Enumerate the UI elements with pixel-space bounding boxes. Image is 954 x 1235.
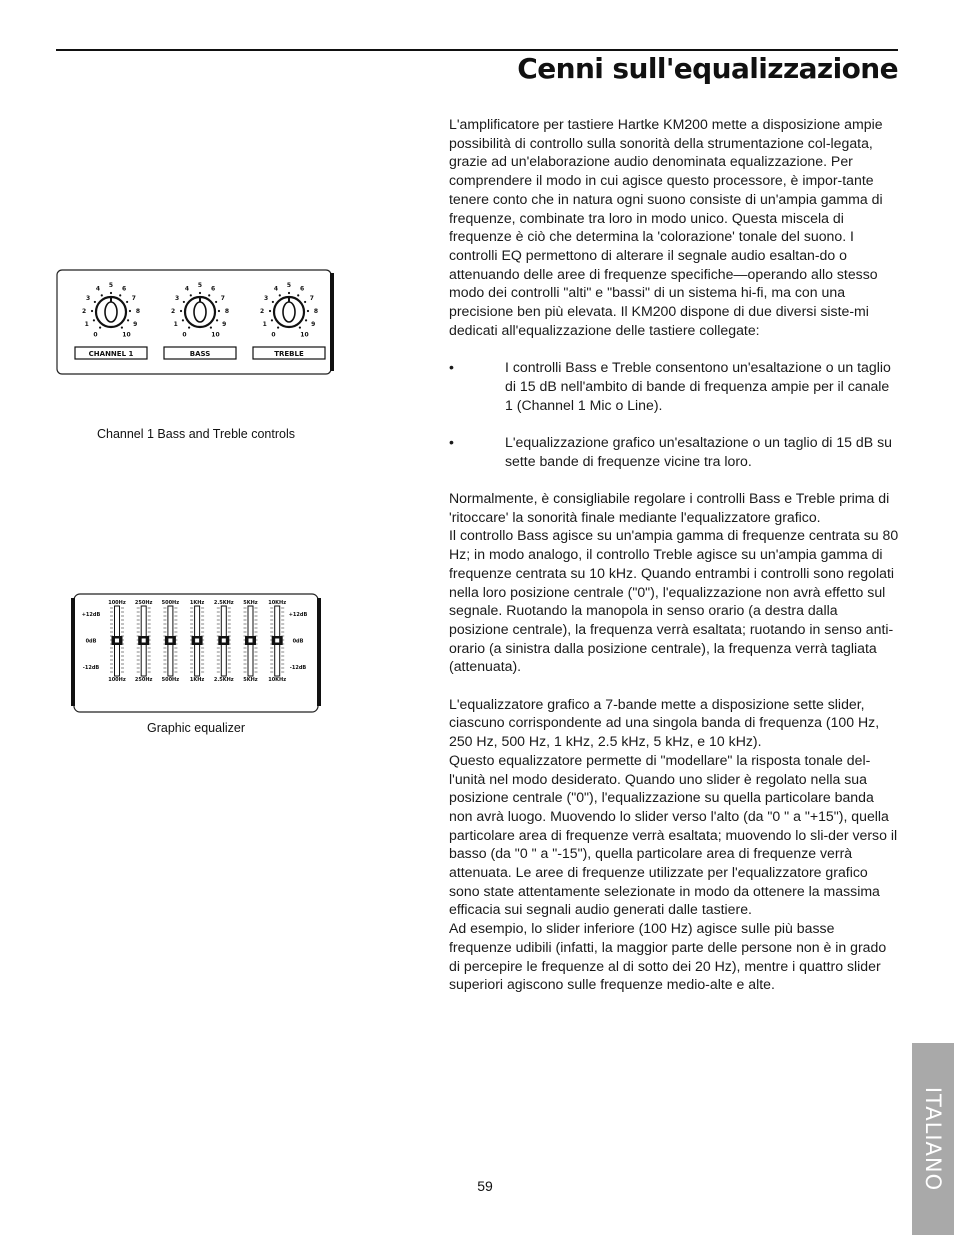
scale-label: 10 <box>122 331 131 339</box>
slider-knob-mark <box>222 639 226 643</box>
scale-dot <box>271 319 273 321</box>
paragraph: L'equalizzatore grafico a 7-bande mette a disposizione sette slider, ciascuno corrispondente ad una singola banda di frequenza (100 Hz, 250 Hz, 500 Hz, 1 kHz, 2.5 kHz, 5 kHz, e 10 kHz). <box>449 695 880 750</box>
slider-knob-mark <box>249 639 253 643</box>
scale-dot <box>208 294 210 296</box>
scale-mid-left: 0dB <box>85 638 97 645</box>
scale-dot <box>126 301 128 303</box>
band-label-top: 5KHz <box>243 600 258 606</box>
band-label-top: 100Hz <box>108 600 126 606</box>
paragraph: Ad esempio, lo slider inferiore (100 Hz) agisce sulle più basse frequenze udibili (infatti, la maggior parte delle persone non è in grado di percepire le frequenze al di sotto dei 20 Hz), mentre i quattro slider superiori agiscono sulle frequenze medio-alte e alte. <box>449 920 887 993</box>
scale-label: 8 <box>224 307 230 315</box>
knob-cap <box>194 302 206 322</box>
band-label-bottom: 10KHz <box>268 677 287 683</box>
scale-dot <box>305 319 307 321</box>
knob-panel-illustration <box>56 268 336 376</box>
scale-label: 3 <box>175 294 180 302</box>
slider-knob-mark <box>115 639 119 643</box>
bullet-mark: • <box>449 433 454 450</box>
scale-dot <box>215 301 217 303</box>
scale-label: 3 <box>86 294 91 302</box>
scale-dot <box>190 294 192 296</box>
scale-bottom-left: -12dB <box>82 665 100 671</box>
band-label-bottom: 2.5KHz <box>213 677 234 683</box>
band-label-top: 250Hz <box>134 600 153 606</box>
scale-label: 1 <box>173 321 178 329</box>
band-label-bottom: 5KHz <box>243 677 258 683</box>
slider-knob-mark <box>195 639 199 643</box>
intro-paragraph: L'amplificatore per tastiere Hartke KM200 mette a disposizione ampie possibilità di controllo sulla sonorità della strumentazione col-legata, grazie ad un'elaborazione audio denominata equalizzazione. Per comprendere il modo in cui agisce questo processore, è impor-tante tenere conto che in natura ogni suono consiste di un'ampia gamma di frequenze, combinate tra loro in modo unico. Questa miscela di frequenze è ciò che determina la 'colorazione' tonale del suono. I controlli EQ permettono di alterare il segnale audio esaltan-do o attenuando delle aree di frequenze specifiche—operando allo stesso modo dei controlli "alti" e "bassi" di un sistema hi-fi, ma con una precisione ben più elevata. Il KM200 dispone di due diversi siste-mi dedicati all'equalizzazione delle tastiere collegate: <box>449 116 883 338</box>
scale-label: 0 <box>182 331 187 339</box>
paragraph: Questo equalizzatore permette di "modellare" la risposta tonale del-l'unità nel modo desiderato. Quando uno slider è regolato nella sua posizione centrale ("0"), l'equalizzazione su quella particolare banda non avrà luogo. Muovendo lo slider verso l'alto (da "0 " a "+15"), quella particolare area di frequenze verrà esaltata; muovendo lo sli-der verso il basso (da "0 " a "-15"), quella particolare area di frequenze verrà attenuata. Le aree di frequenze utilizzate per l'equalizzatore grafico sono state attentamente selezionate in modo da ottenere la massima efficacia sui segnali audio generati dalle tastiere. <box>449 751 898 918</box>
scale-dot <box>297 294 299 296</box>
scale-label: 9 <box>133 321 138 329</box>
scale-label: 0 <box>271 331 276 339</box>
scale-label: 1 <box>262 321 267 329</box>
scale-dot <box>110 292 112 294</box>
scale-label: 3 <box>264 294 269 302</box>
scale-dot <box>269 310 271 312</box>
page-title: Cenni sull'equalizzazione <box>517 52 898 85</box>
scale-dot <box>121 326 123 328</box>
scale-dot <box>129 310 131 312</box>
graphic-eq-caption: Graphic equalizer <box>147 721 245 735</box>
scale-label: 9 <box>311 321 316 329</box>
body-text <box>449 115 899 994</box>
knob-panel-caption: Channel 1 Bass and Treble controls <box>96 427 296 441</box>
scale-dot <box>93 319 95 321</box>
scale-label: 5 <box>197 282 203 290</box>
scale-top-left: +12dB <box>81 612 101 618</box>
scale-label: 4 <box>273 285 279 293</box>
scale-dot <box>180 310 182 312</box>
scale-dot <box>279 294 281 296</box>
band-label-bottom: 100Hz <box>108 677 126 683</box>
slider-knob-mark <box>275 639 279 643</box>
band-label-top: 10KHz <box>268 600 287 606</box>
scale-label: 8 <box>313 307 319 315</box>
scale-label: 2 <box>259 307 265 315</box>
band-label-top: 500Hz <box>161 600 180 606</box>
scale-label: 7 <box>131 294 136 302</box>
scale-bottom-right: -12dB <box>289 665 307 671</box>
scale-dot <box>299 326 301 328</box>
scale-dot <box>101 294 103 296</box>
scale-label: 6 <box>210 285 216 293</box>
scale-label: 4 <box>95 285 101 293</box>
page-number: 59 <box>477 1178 493 1194</box>
band-label-top: 1KHz <box>189 600 205 606</box>
scale-label: 4 <box>184 285 190 293</box>
scale-dot <box>199 292 201 294</box>
scale-dot <box>182 319 184 321</box>
graphic-eq-illustration <box>70 592 322 714</box>
scale-label: 10 <box>211 331 220 339</box>
slider-knob-mark <box>168 639 172 643</box>
scale-dot <box>210 326 212 328</box>
bullet-mark: • <box>449 359 454 376</box>
scale-label: 9 <box>222 321 227 329</box>
knob-label: BASS <box>189 350 211 358</box>
knob-label: CHANNEL 1 <box>88 350 134 358</box>
scale-dot <box>307 310 309 312</box>
bullet-text: L'equalizzazione grafico un'esaltazione o un taglio di 15 dB su sette bande di frequenze vicine tra loro. <box>505 433 892 469</box>
scale-top-right: +12dB <box>288 612 308 618</box>
scale-dot <box>99 326 101 328</box>
bullet-text: I controlli Bass e Treble consentono un'esaltazione o un taglio di 15 dB nell'ambito di bande di frequenza ampie per il canale 1 (Channel 1 Mic o Line). <box>505 359 891 413</box>
scale-label: 1 <box>84 321 89 329</box>
band-label-top: 2.5KHz <box>213 600 234 606</box>
language-tab-label: ITALIANO <box>921 1086 945 1192</box>
scale-dot <box>119 294 121 296</box>
language-tab <box>912 1043 954 1235</box>
scale-label: 2 <box>170 307 176 315</box>
bullet-item <box>449 358 899 414</box>
scale-dot <box>218 310 220 312</box>
scale-dot <box>216 319 218 321</box>
scale-label: 6 <box>299 285 305 293</box>
scale-dot <box>91 310 93 312</box>
knob-cap <box>283 302 295 322</box>
scale-dot <box>277 326 279 328</box>
scale-dot <box>272 301 274 303</box>
scale-dot <box>304 301 306 303</box>
scale-label: 7 <box>309 294 314 302</box>
paragraph: Il controllo Bass agisce su un'ampia gamma di frequenze centrata su 80 Hz; in modo analogo, il controllo Treble agisce su un'ampia gamma di frequenze centrata su 10 kHz. Quando entrambi i controlli sono regolati nella loro posizione centrale ("0"), l'equalizzazione non avrà effetto sul segnale. Ruotando la manopola in senso orario (a destra dalla posizione centrale), la frequenza verrà esaltata; ruotando in senso anti-orario (a sinistra dalla posizione centrale), la frequenza verrà tagliata (attenuata). <box>449 527 899 675</box>
scale-label: 5 <box>286 282 292 290</box>
top-rule <box>56 49 898 51</box>
scale-label: 2 <box>81 307 87 315</box>
band-label-bottom: 500Hz <box>161 677 180 683</box>
band-label-bottom: 250Hz <box>134 677 153 683</box>
scale-label: 0 <box>93 331 98 339</box>
scale-dot <box>127 319 129 321</box>
scale-label: 8 <box>135 307 141 315</box>
scale-dot <box>288 292 290 294</box>
knob-label: TREBLE <box>274 350 304 358</box>
scale-label: 5 <box>108 282 114 290</box>
knob-cap <box>105 302 117 322</box>
slider-knob-mark <box>142 639 146 643</box>
bullet-item <box>449 433 899 470</box>
paragraph: Normalmente, è consigliabile regolare i controlli Bass e Treble prima di 'ritoccare' la sonorità finale mediante l'equalizzatore grafico. <box>449 490 890 525</box>
scale-label: 7 <box>220 294 225 302</box>
scale-label: 10 <box>300 331 309 339</box>
band-label-bottom: 1KHz <box>189 677 205 683</box>
scale-label: 6 <box>121 285 127 293</box>
scale-dot <box>188 326 190 328</box>
scale-dot <box>94 301 96 303</box>
scale-dot <box>183 301 185 303</box>
scale-mid-right: 0dB <box>292 638 304 645</box>
